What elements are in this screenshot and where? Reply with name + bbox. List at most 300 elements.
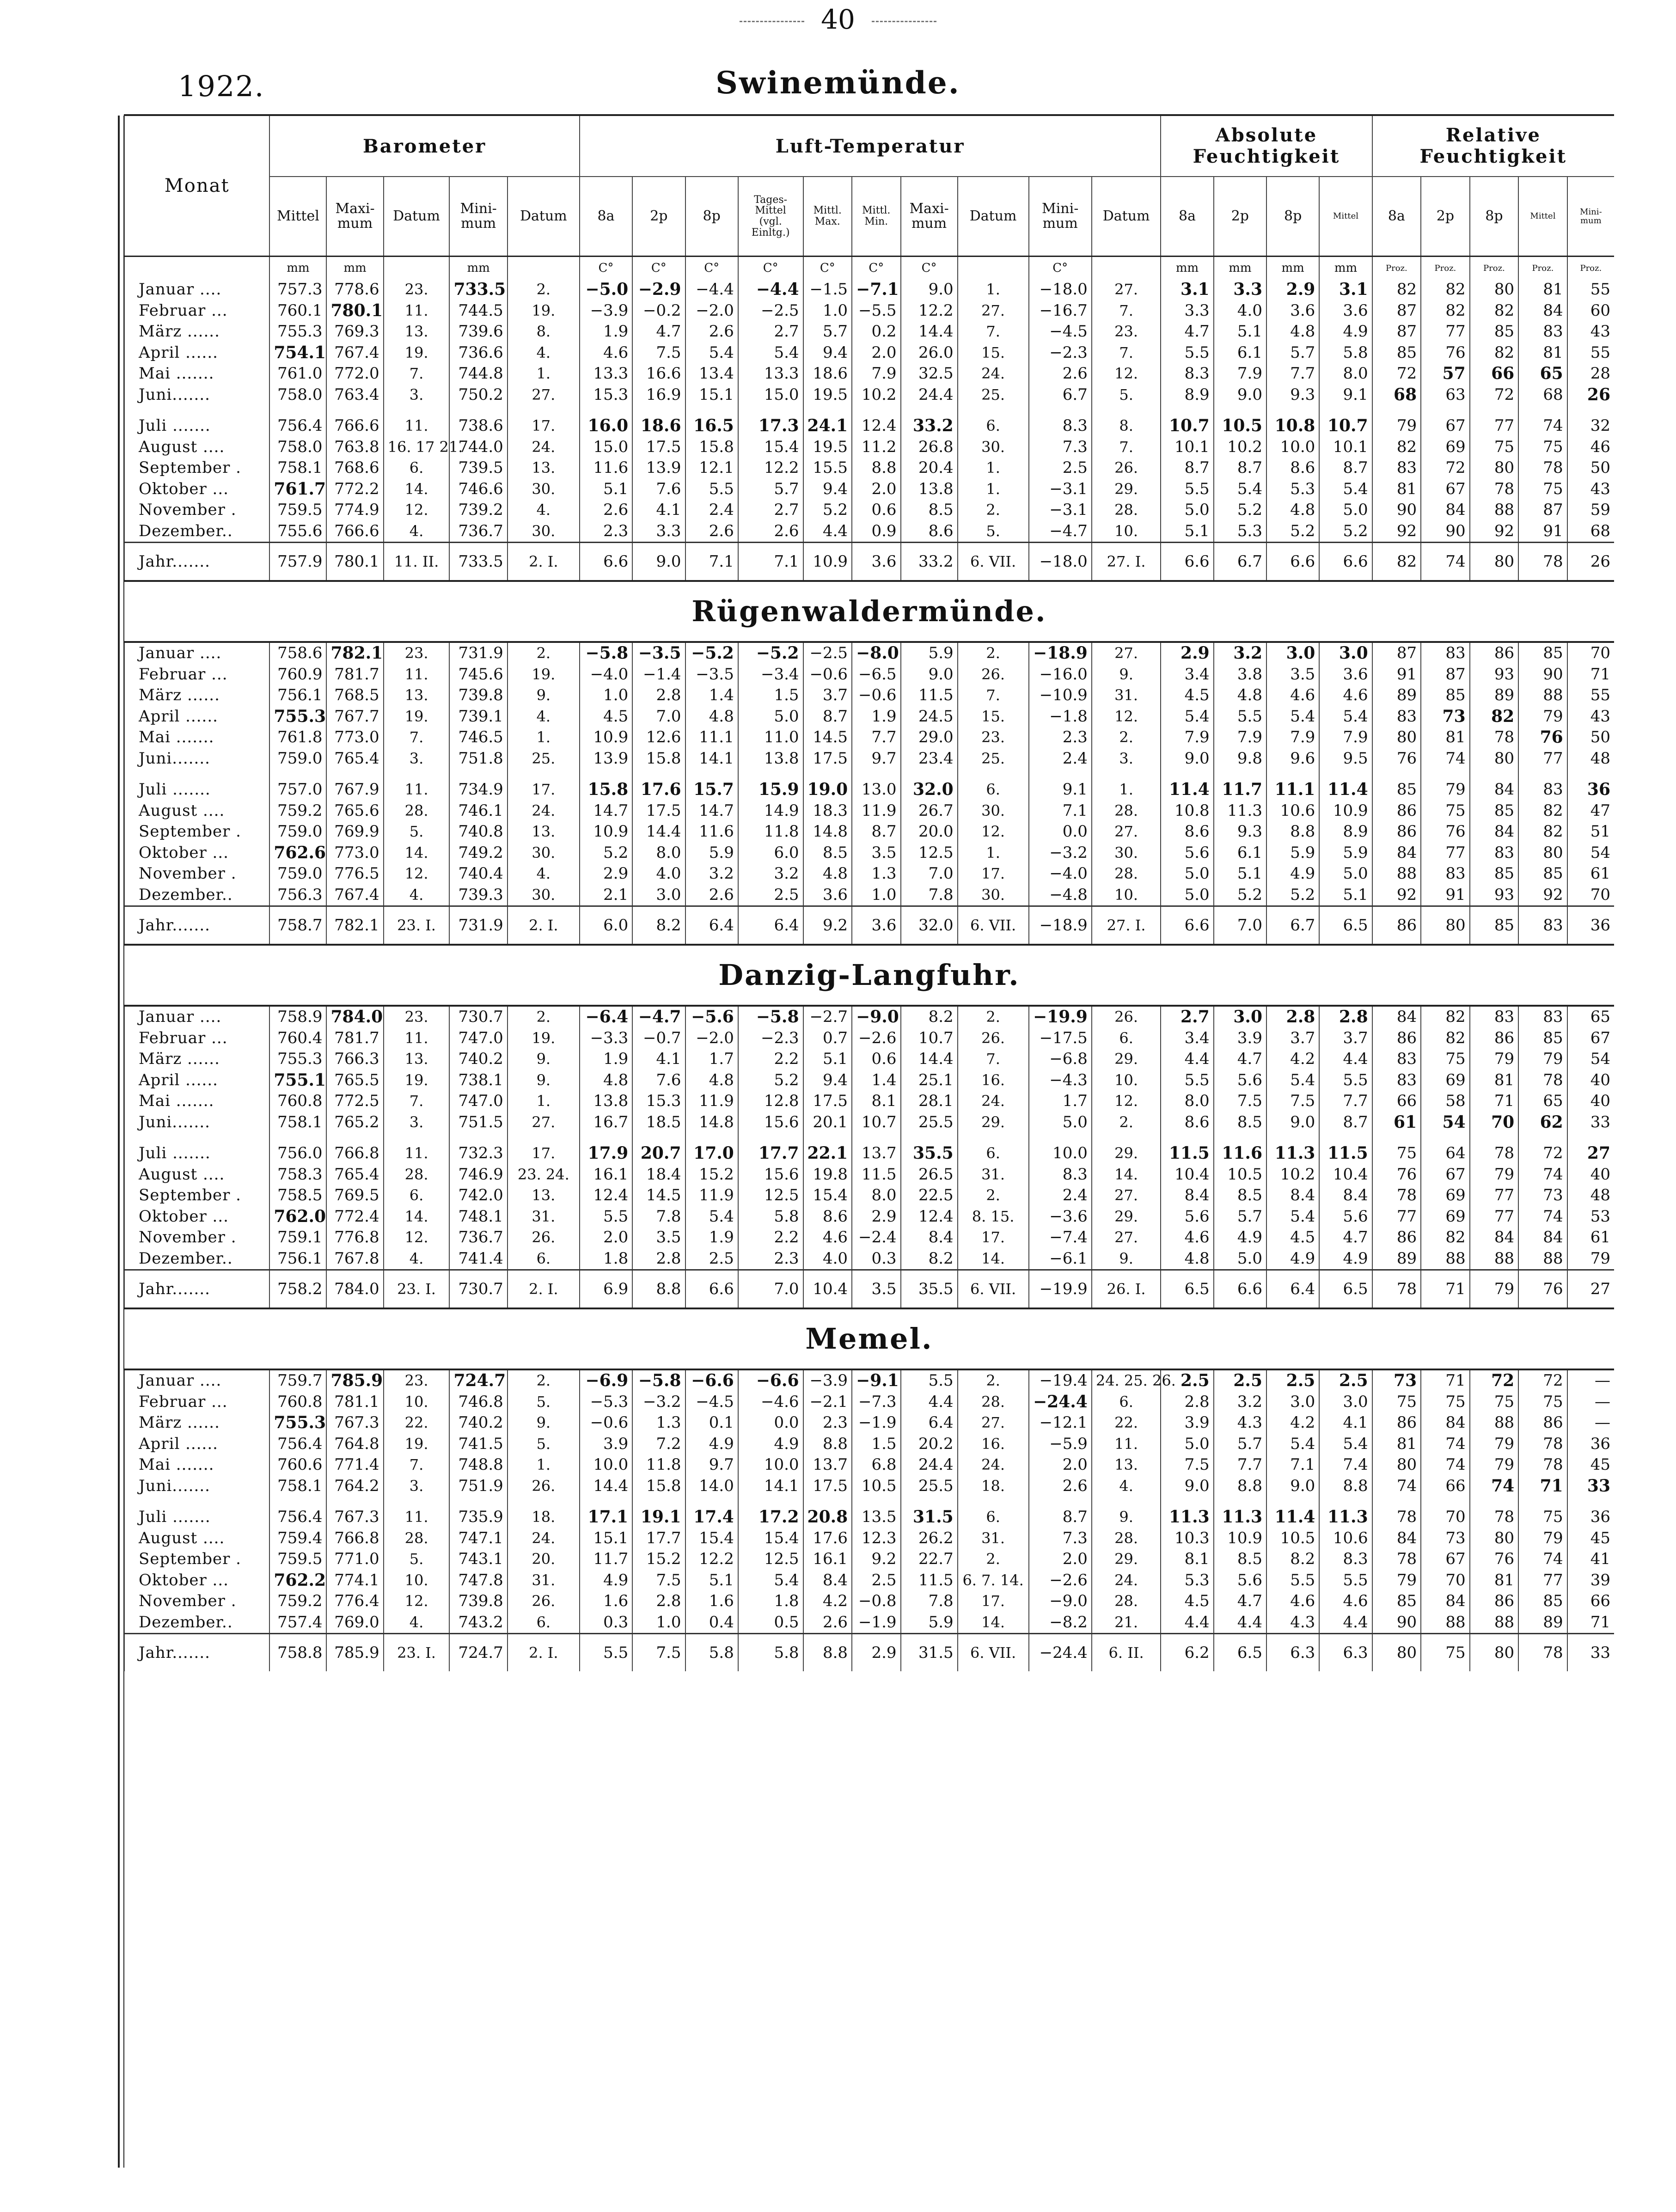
data-cell: 77: [1372, 1206, 1421, 1228]
data-cell: 10.1: [1319, 437, 1372, 458]
data-cell: 7.9: [1214, 363, 1266, 385]
jahr-cell: 6.6: [1266, 543, 1319, 581]
data-cell: 5.4: [685, 342, 738, 364]
data-cell: 3.4: [1161, 664, 1213, 685]
data-cell: −0.8: [852, 1591, 901, 1612]
data-cell: 4.: [384, 1248, 450, 1270]
data-cell: 3.0: [1266, 642, 1319, 664]
data-cell: 755.3: [269, 321, 326, 342]
data-cell: 83: [1518, 321, 1567, 342]
data-cell: −3.5: [685, 664, 738, 685]
jahr-cell: 6.7: [1266, 906, 1319, 945]
data-cell: 88: [1470, 1612, 1519, 1634]
data-cell: 16. 17 21.: [384, 437, 450, 458]
data-cell: 12.: [384, 500, 450, 521]
data-cell: 67: [1421, 416, 1470, 437]
data-cell: 5.0: [738, 706, 803, 727]
data-cell: 17.5: [803, 1091, 852, 1112]
data-cell: −16.7: [1029, 300, 1092, 322]
data-cell: 11.4: [1161, 779, 1213, 800]
data-cell: 18.5: [632, 1112, 685, 1133]
data-cell: 5.9: [1319, 843, 1372, 864]
data-cell: 36: [1567, 1434, 1614, 1455]
month-label: August ....: [124, 1164, 269, 1185]
data-cell: 51: [1567, 821, 1614, 843]
table-row: [124, 1206, 1614, 1228]
col-temp-minimum: Mini-mum: [1029, 177, 1092, 257]
data-cell: 744.5: [449, 300, 507, 322]
data-cell: 28.: [1092, 800, 1161, 822]
data-cell: 746.5: [449, 727, 507, 748]
data-cell: 758.0: [269, 437, 326, 458]
data-cell: −5.9: [1029, 1434, 1092, 1455]
data-cell: 2.7: [738, 500, 803, 521]
data-cell: 30.: [508, 843, 580, 864]
data-cell: 2.: [1092, 1112, 1161, 1133]
data-cell: 3.9: [1161, 1412, 1213, 1434]
jahr-cell: 6. VII.: [958, 906, 1029, 945]
data-cell: 58: [1421, 1091, 1470, 1112]
data-cell: 24.4: [901, 385, 958, 406]
data-cell: 747.0: [449, 1028, 507, 1049]
spacer-cell: [384, 1497, 450, 1507]
data-cell: 0.0: [738, 1412, 803, 1434]
data-cell: 5.3: [1266, 479, 1319, 500]
data-cell: 3.0: [632, 885, 685, 906]
jahr-cell: 782.1: [326, 906, 383, 945]
data-cell: 74: [1470, 1476, 1519, 1497]
data-cell: 17.: [958, 1227, 1029, 1248]
data-cell: 5.9: [901, 642, 958, 664]
data-cell: 67: [1421, 1549, 1470, 1570]
data-cell: 5.0: [1161, 885, 1213, 906]
data-cell: 8.7: [1319, 458, 1372, 479]
data-cell: 84: [1421, 1412, 1470, 1434]
data-cell: 17.: [958, 863, 1029, 885]
jahr-cell: 7.5: [632, 1634, 685, 1672]
data-cell: 26.: [1092, 458, 1161, 479]
data-cell: 17.7: [738, 1143, 803, 1164]
data-cell: 90: [1518, 664, 1567, 685]
data-cell: 9.0: [1161, 748, 1213, 770]
data-cell: 28.: [958, 1392, 1029, 1413]
data-cell: 9.: [508, 685, 580, 706]
data-cell: 4.3: [1214, 1412, 1266, 1434]
data-cell: 11.7: [1214, 779, 1266, 800]
data-cell: 10.5: [1214, 1164, 1266, 1185]
data-cell: 18.6: [803, 363, 852, 385]
data-cell: 28: [1567, 363, 1614, 385]
data-cell: 781.1: [326, 1392, 383, 1413]
data-cell: 11.: [1092, 1434, 1161, 1455]
data-cell: 5.9: [685, 843, 738, 864]
data-cell: 0.6: [852, 1049, 901, 1070]
data-cell: 6.: [958, 416, 1029, 437]
table-row: [124, 1006, 1614, 1028]
jahr-cell: 9.0: [632, 543, 685, 581]
data-cell: 5.8: [738, 1206, 803, 1228]
data-cell: 5.4: [1319, 479, 1372, 500]
data-cell: −2.3: [738, 1028, 803, 1049]
data-cell: 4.6: [1266, 1591, 1319, 1612]
data-cell: −9.0: [852, 1006, 901, 1028]
spacer-cell: [1092, 1497, 1161, 1507]
data-cell: 55: [1567, 685, 1614, 706]
data-cell: 5.4: [738, 1570, 803, 1591]
data-cell: 759.4: [269, 1528, 326, 1549]
spacer-cell: [1029, 769, 1092, 779]
data-cell: 12.: [384, 1591, 450, 1612]
spacer-cell: [449, 405, 507, 416]
jahr-cell: 9.2: [803, 906, 852, 945]
data-cell: 4.4: [901, 1392, 958, 1413]
data-cell: 27.: [958, 300, 1029, 322]
jahr-label: Jahr.......: [124, 543, 269, 581]
data-cell: 14.: [384, 479, 450, 500]
jahr-cell: 780.1: [326, 543, 383, 581]
data-cell: 9.4: [803, 1070, 852, 1091]
spacer-cell: [508, 1133, 580, 1143]
data-cell: 41: [1567, 1549, 1614, 1570]
data-cell: 4.4: [803, 521, 852, 543]
data-cell: −6.1: [1029, 1248, 1092, 1270]
data-cell: 747.1: [449, 1528, 507, 1549]
spacer-cell: [269, 1133, 326, 1143]
data-cell: 67: [1421, 479, 1470, 500]
data-cell: 14.4: [901, 321, 958, 342]
data-cell: 20.4: [901, 458, 958, 479]
data-cell: 758.0: [269, 385, 326, 406]
data-cell: 17.5: [803, 748, 852, 770]
data-cell: 7.9: [1161, 727, 1213, 748]
data-cell: 772.2: [326, 479, 383, 500]
station-title: Memel.: [124, 1308, 1614, 1369]
data-cell: 69: [1421, 1070, 1470, 1091]
left-border-rule: [118, 116, 124, 2168]
spacer-cell: [1470, 1497, 1519, 1507]
data-cell: 90: [1372, 1612, 1421, 1634]
data-cell: 85: [1372, 342, 1421, 364]
table-row: [124, 1112, 1614, 1133]
data-cell: 4.8: [1214, 685, 1266, 706]
data-cell: 744.8: [449, 363, 507, 385]
data-cell: 29.: [1092, 479, 1161, 500]
data-cell: −12.1: [1029, 1412, 1092, 1434]
data-cell: 76: [1421, 821, 1470, 843]
data-cell: 16.6: [632, 363, 685, 385]
data-cell: 8.2: [901, 1006, 958, 1028]
spacer-cell: [803, 405, 852, 416]
jahr-cell: 6.0: [580, 906, 632, 945]
month-label: August ....: [124, 800, 269, 822]
data-cell: 751.9: [449, 1476, 507, 1497]
spacer-cell: [449, 769, 507, 779]
data-cell: 88: [1372, 863, 1421, 885]
data-cell: 11.3: [1266, 1143, 1319, 1164]
spacer-cell: [1567, 1133, 1614, 1143]
data-cell: 8.3: [1161, 363, 1213, 385]
data-cell: 2.8: [632, 685, 685, 706]
spacer-cell: [1470, 769, 1519, 779]
data-cell: 2.5: [852, 1570, 901, 1591]
data-cell: 4.9: [580, 1570, 632, 1591]
data-cell: −2.5: [738, 300, 803, 322]
jahr-cell: 6.9: [580, 1270, 632, 1309]
relative-feuchtigkeit-header: Relative Feuchtigkeit: [1372, 115, 1614, 177]
month-label: Oktober ...: [124, 843, 269, 864]
data-cell: 757.3: [269, 279, 326, 300]
data-cell: 77: [1470, 1206, 1519, 1228]
data-cell: 10.9: [1214, 1528, 1266, 1549]
data-cell: 747.0: [449, 1091, 507, 1112]
data-cell: 734.9: [449, 779, 507, 800]
table-row: [124, 300, 1614, 322]
data-cell: 71: [1518, 1476, 1567, 1497]
spacer-cell: [738, 769, 803, 779]
data-cell: 75: [1518, 1392, 1567, 1413]
data-cell: 1.4: [852, 1070, 901, 1091]
data-cell: 10.2: [1266, 1164, 1319, 1185]
data-cell: 772.5: [326, 1091, 383, 1112]
data-cell: 5.4: [685, 1206, 738, 1228]
data-cell: 75: [1372, 1143, 1421, 1164]
data-cell: 11.: [384, 779, 450, 800]
data-cell: 82: [1470, 706, 1519, 727]
data-cell: 82: [1421, 1006, 1470, 1028]
data-cell: 14.4: [632, 821, 685, 843]
data-cell: 60: [1567, 300, 1614, 322]
data-cell: 11.: [384, 300, 450, 322]
data-cell: 2.3: [580, 521, 632, 543]
data-cell: 12.: [384, 863, 450, 885]
data-cell: 10.0: [738, 1454, 803, 1476]
data-cell: 84: [1421, 500, 1470, 521]
data-cell: 2.0: [852, 342, 901, 364]
data-cell: 74: [1518, 1206, 1567, 1228]
data-cell: 15.8: [632, 748, 685, 770]
data-cell: 5.6: [1214, 1070, 1266, 1091]
month-label: Januar ....: [124, 642, 269, 664]
data-cell: 22.7: [901, 1549, 958, 1570]
jahr-cell: 32.0: [901, 906, 958, 945]
spacer-cell: [124, 1133, 269, 1143]
data-cell: 92: [1470, 521, 1519, 543]
data-cell: 8.8: [1319, 1476, 1372, 1497]
data-cell: 9.7: [852, 748, 901, 770]
data-cell: 765.4: [326, 748, 383, 770]
jahr-cell: 758.2: [269, 1270, 326, 1309]
data-cell: 29.0: [901, 727, 958, 748]
data-cell: 8.1: [852, 1091, 901, 1112]
data-cell: 86: [1518, 1412, 1567, 1434]
month-label: Mai .......: [124, 1091, 269, 1112]
data-cell: 43: [1567, 479, 1614, 500]
data-cell: 28.1: [901, 1091, 958, 1112]
data-cell: 761.0: [269, 363, 326, 385]
data-cell: 4.1: [1319, 1412, 1372, 1434]
jahr-cell: 6.3: [1266, 1634, 1319, 1672]
spacer-cell: [958, 405, 1029, 416]
data-cell: 84: [1470, 1227, 1519, 1248]
data-cell: 4.5: [1161, 1591, 1213, 1612]
data-cell: 2.6: [685, 521, 738, 543]
jahr-cell: 26: [1567, 543, 1614, 581]
month-label: August ....: [124, 1528, 269, 1549]
col-temp-tagesmittel: Tages-Mittel (vgl. Einltg.): [738, 177, 803, 257]
data-cell: 83: [1470, 1006, 1519, 1028]
data-cell: 1.3: [852, 863, 901, 885]
data-cell: 30.: [1092, 843, 1161, 864]
data-cell: 2.8: [632, 1591, 685, 1612]
data-cell: 26.: [958, 664, 1029, 685]
data-cell: −8.0: [852, 642, 901, 664]
spacer-cell: [1214, 1497, 1266, 1507]
data-cell: 1.: [958, 843, 1029, 864]
data-cell: 5.7: [803, 321, 852, 342]
jahr-cell: 731.9: [449, 906, 507, 945]
jahr-cell: 6.3: [1319, 1634, 1372, 1672]
month-label: August ....: [124, 437, 269, 458]
data-cell: 77: [1518, 1570, 1567, 1591]
jahr-cell: 2. I.: [508, 1634, 580, 1672]
data-cell: 19.: [384, 342, 450, 364]
spacer-cell: [1319, 405, 1372, 416]
jahr-cell: 8.8: [632, 1270, 685, 1309]
spacer-cell: [269, 405, 326, 416]
spacer-cell: [1470, 405, 1519, 416]
data-cell: 9.3: [1266, 385, 1319, 406]
data-cell: 78: [1470, 479, 1519, 500]
data-cell: 27.: [1092, 279, 1161, 300]
data-cell: 765.5: [326, 1070, 383, 1091]
month-label: Oktober ...: [124, 479, 269, 500]
data-cell: 5.1: [580, 479, 632, 500]
data-cell: 7.9: [852, 363, 901, 385]
data-cell: 5.1: [685, 1570, 738, 1591]
data-cell: 13.: [384, 321, 450, 342]
data-cell: 11.0: [738, 727, 803, 748]
jahr-cell: 11. II.: [384, 543, 450, 581]
data-cell: 6.: [508, 1612, 580, 1634]
data-cell: 785.9: [326, 1369, 383, 1392]
data-cell: 11.: [384, 1028, 450, 1049]
data-cell: −5.8: [738, 1006, 803, 1028]
data-cell: 24. 25. 26.: [1092, 1369, 1161, 1392]
jahr-cell: 6.4: [685, 906, 738, 945]
col-abs-8a: 8a: [1161, 177, 1213, 257]
data-cell: −0.2: [632, 300, 685, 322]
jahr-cell: 6.6: [685, 1270, 738, 1309]
data-cell: 25.5: [901, 1476, 958, 1497]
data-cell: 739.8: [449, 1591, 507, 1612]
unit-label: C°: [738, 257, 803, 280]
data-cell: 65: [1567, 1006, 1614, 1028]
data-cell: 2.0: [1029, 1549, 1092, 1570]
data-cell: 67: [1567, 1028, 1614, 1049]
data-cell: 761.7: [269, 479, 326, 500]
data-cell: 5.2: [1214, 885, 1266, 906]
data-cell: 9.0: [901, 279, 958, 300]
data-cell: 16.0: [580, 416, 632, 437]
data-cell: 5.1: [1161, 521, 1213, 543]
data-cell: 751.5: [449, 1112, 507, 1133]
data-cell: 14.: [958, 1248, 1029, 1270]
data-cell: 5.0: [1161, 1434, 1213, 1455]
data-cell: 8.7: [803, 706, 852, 727]
data-cell: 10.8: [1161, 800, 1213, 822]
data-cell: 86: [1372, 1412, 1421, 1434]
data-cell: 16.5: [685, 416, 738, 437]
data-cell: −2.3: [1029, 342, 1092, 364]
data-cell: 748.8: [449, 1454, 507, 1476]
data-cell: 71: [1470, 1091, 1519, 1112]
month-label: Juli .......: [124, 1507, 269, 1528]
data-cell: 9.5: [1319, 748, 1372, 770]
unit-label: Proz.: [1372, 257, 1421, 280]
data-cell: 48: [1567, 1185, 1614, 1206]
data-cell: 758.9: [269, 1006, 326, 1028]
spacer-cell: [632, 1497, 685, 1507]
spacer-cell: [1518, 405, 1567, 416]
data-cell: 10.8: [1266, 416, 1319, 437]
data-cell: 24.: [508, 800, 580, 822]
data-cell: 5.4: [1266, 706, 1319, 727]
month-label: März ......: [124, 1412, 269, 1434]
data-cell: 77: [1470, 1185, 1519, 1206]
data-cell: 9.0: [1266, 1112, 1319, 1133]
data-cell: 88: [1470, 1248, 1519, 1270]
data-cell: 5.5: [1161, 1070, 1213, 1091]
data-cell: 11.5: [901, 685, 958, 706]
data-cell: 85: [1470, 863, 1519, 885]
unit-label: C°: [685, 257, 738, 280]
unit-label: [384, 257, 450, 280]
month-label: März ......: [124, 685, 269, 706]
data-cell: 3.7: [1266, 1028, 1319, 1049]
data-cell: 8.7: [852, 821, 901, 843]
data-cell: 10.1: [1161, 437, 1213, 458]
spacer-cell: [1319, 1133, 1372, 1143]
spacer-cell: [1029, 405, 1092, 416]
data-cell: −5.6: [685, 1006, 738, 1028]
spacer-cell: [1214, 1133, 1266, 1143]
data-cell: 6.: [384, 458, 450, 479]
data-cell: 26.: [958, 1028, 1029, 1049]
data-cell: 12.: [384, 1227, 450, 1248]
data-cell: 5.8: [1319, 342, 1372, 364]
data-cell: 10.6: [1266, 800, 1319, 822]
absolute-feuchtigkeit-header: Absolute Feuchtigkeit: [1161, 115, 1372, 177]
data-cell: 87: [1421, 664, 1470, 685]
data-cell: 84: [1372, 1006, 1421, 1028]
data-cell: 15.4: [803, 1185, 852, 1206]
data-cell: 15.1: [685, 385, 738, 406]
data-cell: 70: [1470, 1112, 1519, 1133]
table-row: [124, 1091, 1614, 1112]
data-cell: 758.1: [269, 458, 326, 479]
data-cell: 769.9: [326, 821, 383, 843]
spacer-cell: [1092, 1133, 1161, 1143]
data-cell: 23.4: [901, 748, 958, 770]
data-cell: 2.: [958, 1369, 1029, 1392]
data-cell: 79: [1372, 1570, 1421, 1591]
data-cell: 93: [1470, 885, 1519, 906]
data-cell: 10.0: [580, 1454, 632, 1476]
data-cell: 6.: [508, 1248, 580, 1270]
data-cell: 3.0: [1319, 642, 1372, 664]
data-cell: 84: [1421, 1591, 1470, 1612]
data-cell: 2.6: [580, 500, 632, 521]
